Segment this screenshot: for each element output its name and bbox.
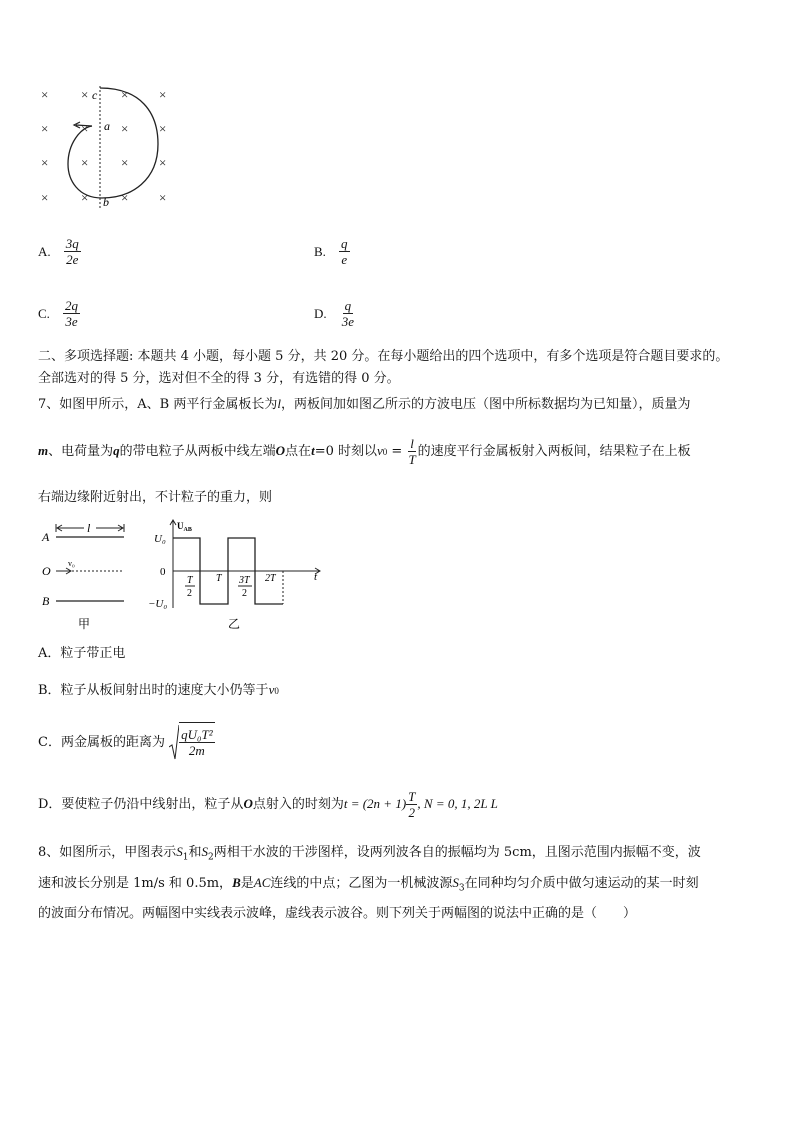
t-axis-label: t bbox=[314, 571, 318, 583]
u-axis-label: $U_{AB}$ bbox=[177, 521, 192, 533]
q7-velocity-fraction bbox=[406, 436, 417, 467]
q8-var-s3: S bbox=[452, 875, 459, 890]
cross-mark: × bbox=[121, 87, 129, 102]
q7-var-l: l bbox=[277, 396, 281, 411]
option-fraction bbox=[63, 298, 80, 329]
q8-text: 两相干水波的干涉图样，设两列波各自的振幅均为 5cm，且图示范围内振幅不变，波 bbox=[213, 845, 701, 860]
q7-stem-line2 bbox=[38, 436, 691, 467]
sqrt-sign-icon bbox=[169, 723, 179, 763]
fraction-numerator: T bbox=[408, 789, 416, 804]
tick-half-t-num: T bbox=[187, 575, 193, 586]
q7-option-a[interactable]: A．粒子带正电 bbox=[38, 646, 126, 661]
option-fraction bbox=[64, 236, 81, 267]
fraction-denominator: 2m bbox=[188, 743, 205, 758]
q7-text: 、电荷量为 bbox=[48, 444, 114, 459]
q7-option-d[interactable] bbox=[38, 787, 498, 822]
cross-mark: × bbox=[81, 87, 89, 102]
cross-mark: × bbox=[81, 121, 89, 136]
option-letter: B. bbox=[314, 244, 326, 259]
q8-text: 是 bbox=[240, 876, 254, 891]
q7-option-c[interactable] bbox=[38, 722, 215, 763]
label-c: c bbox=[92, 88, 98, 102]
figure-caption-yi: 乙 bbox=[228, 617, 241, 631]
label-a: a bbox=[104, 119, 110, 133]
field-crosses bbox=[41, 87, 166, 205]
cross-mark: × bbox=[159, 121, 167, 136]
q8-var-ac: AC bbox=[253, 875, 271, 890]
q8-var-s2-subscript: 2 bbox=[208, 852, 214, 863]
neg-u0-label: −U₀ bbox=[148, 598, 168, 610]
q7-option-b[interactable] bbox=[38, 681, 279, 700]
option-letter: D. bbox=[314, 306, 327, 321]
q7-text: =0 时刻以 bbox=[314, 444, 377, 459]
q7-var-q: q bbox=[113, 443, 120, 458]
fraction-denominator: T bbox=[408, 452, 416, 467]
option-formula: t = (2n + 1) bbox=[343, 796, 407, 811]
q7-var-v-subscript: 0 bbox=[382, 447, 388, 457]
fraction-numerator: l bbox=[410, 436, 414, 451]
q8-var-s3-subscript: 3 bbox=[458, 883, 465, 894]
q7-text: 7、如图甲所示，A、B 两平行金属板长为 bbox=[38, 397, 278, 412]
q8-var-s1-subscript: 1 bbox=[182, 852, 189, 863]
fraction-numerator: q bbox=[341, 236, 348, 251]
plate-b-label: B bbox=[42, 594, 50, 608]
fraction-denominator: 3e bbox=[65, 314, 78, 329]
q8-text: 在同种均匀介质中做匀速运动的某一时刻 bbox=[464, 876, 699, 891]
q8-var-s1: S bbox=[176, 844, 183, 859]
option-fraction bbox=[339, 236, 350, 267]
option-fraction bbox=[179, 727, 215, 758]
figure-caption-jia: 甲 bbox=[78, 617, 91, 631]
q7-equals: = bbox=[387, 444, 407, 459]
q7-var-o: O bbox=[275, 443, 286, 458]
cross-mark: × bbox=[81, 190, 89, 205]
particle-trajectory bbox=[68, 88, 158, 198]
q8-text: 8、如图所示，甲图表示 bbox=[38, 845, 177, 860]
entry-arrow-icon bbox=[56, 568, 71, 574]
cross-mark: × bbox=[121, 155, 129, 170]
origin-label: 0 bbox=[160, 566, 166, 578]
fraction-denominator: 2 bbox=[408, 805, 416, 820]
option-fraction bbox=[340, 298, 356, 329]
fraction-numerator: q bbox=[344, 298, 352, 313]
cross-mark: × bbox=[41, 87, 49, 102]
option-var-v: v bbox=[268, 682, 275, 697]
option-formula: , N = 0, 1, 2L L bbox=[417, 796, 498, 811]
option-text: 点射入的时刻为 bbox=[252, 797, 344, 812]
section2-instructions-line1: 二、多项选择题: 本题共 4 小题，每小题 5 分，共 20 分。在每小题给出的四个选项中，有多个选项是符合题目要求的。 bbox=[38, 349, 729, 364]
sqrt-radicand bbox=[179, 722, 215, 763]
fraction-denominator: e bbox=[341, 252, 348, 267]
fraction-denominator: 2e bbox=[66, 252, 79, 267]
cross-mark: × bbox=[41, 121, 49, 136]
q8-var-s2: S bbox=[201, 844, 209, 859]
length-label: l bbox=[87, 521, 91, 535]
cross-mark: × bbox=[159, 155, 167, 170]
q7-text: ，两板间加如图乙所示的方波电压（图中所标数据均为已知量），质量为 bbox=[280, 397, 691, 412]
q8-text: 连线的中点；乙图为一机械波源 bbox=[270, 876, 453, 891]
cross-mark: × bbox=[159, 87, 167, 102]
q6-option-b[interactable] bbox=[314, 236, 350, 267]
q7-figure-jia-plates bbox=[36, 520, 136, 632]
option-fraction bbox=[406, 789, 417, 820]
q8-text: 和 bbox=[188, 845, 202, 860]
cross-mark: × bbox=[41, 155, 49, 170]
tick-half-t-den: 2 bbox=[187, 588, 192, 599]
q7-stem-line1 bbox=[38, 395, 691, 413]
u0-label: U₀ bbox=[154, 533, 166, 545]
q7-figure-yi-voltage bbox=[140, 518, 325, 634]
tick-3half-t-den: 2 bbox=[242, 588, 247, 599]
fraction-numerator: 2q bbox=[65, 298, 79, 313]
q7-stem-line3: 右端边缘附近射出，不计粒子的重力，则 bbox=[38, 490, 273, 505]
fraction-numerator: qU₀T² bbox=[181, 727, 213, 742]
cross-mark: × bbox=[121, 121, 129, 136]
q8-stem-line3: 的波面分布情况。两幅图中实线表示波峰，虚线表示波谷。则下列关于两幅图的说法中正确的是（ ） bbox=[38, 906, 637, 921]
v0-label: v₀ bbox=[68, 559, 75, 568]
q7-text: 的速度平行金属板射入两板间，结果粒子在上板 bbox=[417, 444, 691, 459]
section2-instructions-line2: 全部选对的得 5 分，选对但不全的得 3 分，有选错的得 0 分。 bbox=[38, 371, 400, 386]
q8-var-b: B bbox=[232, 875, 241, 890]
cross-mark: × bbox=[121, 190, 129, 205]
option-letter: A. bbox=[38, 244, 51, 259]
q8-stem-line2 bbox=[38, 874, 699, 898]
option-var-o: O bbox=[243, 796, 253, 811]
q8-text: 速和波长分别是 1m/s 和 0.5m， bbox=[38, 876, 233, 891]
option-letter: C. bbox=[38, 306, 50, 321]
q6-magnetic-field-figure bbox=[30, 82, 190, 212]
cross-mark: × bbox=[41, 190, 49, 205]
cross-mark: × bbox=[159, 190, 167, 205]
q6-option-c[interactable] bbox=[38, 298, 80, 329]
fraction-denominator: 3e bbox=[341, 314, 355, 329]
q7-var-t: t bbox=[311, 443, 315, 458]
option-text: B．粒子从板间射出时的速度大小仍等于 bbox=[38, 683, 269, 698]
tick-3half-t-num: 3T bbox=[239, 575, 250, 586]
plate-a-label: A bbox=[42, 530, 50, 544]
point-o-label: O bbox=[42, 564, 51, 578]
label-b: b bbox=[103, 195, 109, 209]
option-var-v-subscript: 0 bbox=[274, 686, 279, 696]
q6-option-d[interactable] bbox=[314, 298, 356, 329]
q7-text: 的带电粒子从两板中线左端 bbox=[119, 444, 276, 459]
cross-mark: × bbox=[81, 155, 89, 170]
fraction-numerator: 3q bbox=[65, 236, 79, 251]
option-text: D．要使粒子仍沿中线射出，粒子从 bbox=[38, 797, 244, 812]
q7-text: 点在 bbox=[285, 444, 312, 459]
q6-option-a[interactable] bbox=[38, 236, 81, 267]
q8-stem-line1 bbox=[38, 843, 701, 867]
option-text: C．两金属板的距离为 bbox=[38, 735, 165, 750]
q7-var-m: m bbox=[38, 443, 49, 458]
tick-t: T bbox=[216, 573, 222, 584]
tick-2t: 2T bbox=[265, 573, 276, 584]
q7-var-v: v bbox=[376, 443, 383, 458]
